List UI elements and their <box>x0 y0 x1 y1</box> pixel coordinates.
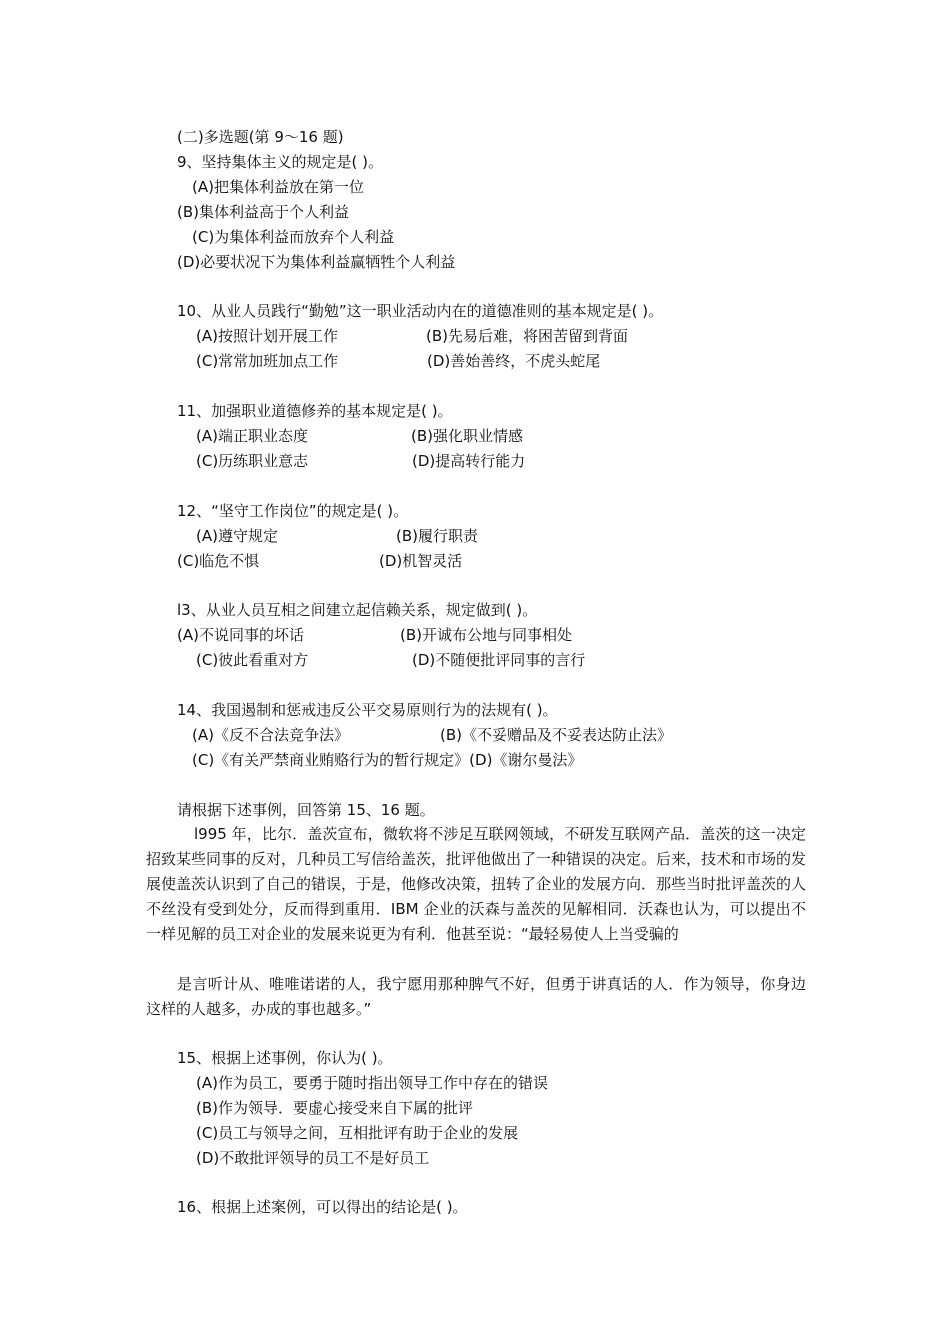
question-15-option-c: (C)员工与领导之间，互相批评有助于企业的发展 <box>196 1124 519 1142</box>
question-15-option-a: (A)作为员工，要勇于随时指出领导工作中存在的错误 <box>196 1074 548 1092</box>
question-11-option-d: (D)提高转行能力 <box>412 452 526 470</box>
question-11-option-a: (A)端正职业态度 <box>196 427 308 445</box>
question-11-stem: 11、加强职业道德修养的基本规定是( )。 <box>177 402 453 420</box>
question-9-option-a: (A)把集体利益放在第一位 <box>192 178 364 196</box>
case-paragraph-1 <box>146 822 806 947</box>
question-10-option-a: (A)按照计划开展工作 <box>196 327 338 345</box>
question-15-option-d: (D)不敢批评领导的员工不是好员工 <box>196 1149 430 1167</box>
question-13-option-a: (A)不说同事的坏话 <box>177 626 304 644</box>
section-title: (二)多选题(第 9～16 题) <box>177 128 344 146</box>
case-paragraph-2-text: 是言听计从、唯唯诺诺的人，我宁愿用那种脾气不好，但勇于讲真话的人．作为领导，你身边这样的人越多，办成的事也越多。” <box>146 975 806 1018</box>
question-11-option-c: (C)历练职业意志 <box>196 452 309 470</box>
question-12-option-b: (B)履行职责 <box>396 527 478 545</box>
question-9-option-b: (B)集体利益高于个人利益 <box>177 203 349 221</box>
question-9-option-d: (D)必要状况下为集体利益赢牺牲个人利益 <box>177 253 456 271</box>
question-10-option-b: (B)先易后难，将困苦留到背面 <box>426 327 628 345</box>
case-intro: 请根据下述事例，回答第 15、16 题。 <box>177 801 435 819</box>
question-16-stem: 16、根据上述案例，可以得出的结论是( )。 <box>177 1198 468 1216</box>
question-11-option-b: (B)强化职业情感 <box>411 427 523 445</box>
question-12-option-c: (C)临危不惧 <box>177 552 260 570</box>
case-paragraph-1-text: l995 年，比尔．盖茨宣布，微软将不涉足互联网领域，不研发互联网产品．盖茨的这一决定招致某些同事的反对，几种员工写信给盖茨，批评他做出了一种错误的决定。后来，技术和市场的发展使盖茨认识到了自己的错误，于是，他修改决策，扭转了企业的发展方向．那些当时批评盖茨的人不丝没有受到处分，反而得到重用．IBM 企业的沃森与盖茨的见解相同．沃森也认为，可以提出不一样见解的员工对企业的发展来说更为有利．他甚至说：“最轻易使人上当受骗的 <box>146 825 807 943</box>
question-14-option-a: (A)《反不合法竞争法》 <box>192 726 349 744</box>
question-10-option-c: (C)常常加班加点工作 <box>196 352 339 370</box>
question-9-stem: 9、坚持集体主义的规定是( )。 <box>177 153 384 171</box>
question-13-option-d: (D)不随便批评同事的言行 <box>412 651 586 669</box>
case-paragraph-2 <box>146 972 806 1022</box>
question-12-option-d: (D)机智灵活 <box>379 552 463 570</box>
question-13-option-c: (C)彼此看重对方 <box>196 651 309 669</box>
question-14-option-b: (B)《不妥赠品及不妥表达防止法》 <box>440 726 672 744</box>
question-14-options-cd: (C)《有关严禁商业贿赂行为的暂行规定》(D)《谢尔曼法》 <box>192 751 583 769</box>
question-9-option-c: (C)为集体利益而放弃个人利益 <box>192 228 395 246</box>
question-10-option-d: (D)善始善终，不虎头蛇尾 <box>427 352 601 370</box>
question-13-option-b: (B)开诚布公地与同事相处 <box>400 626 572 644</box>
question-13-stem: l3、从业人员互相之间建立起信赖关系，规定做到( )。 <box>177 601 538 619</box>
question-12-stem: 12、“坚守工作岗位”的规定是( )。 <box>177 502 409 520</box>
question-12-option-a: (A)遵守规定 <box>196 527 278 545</box>
question-10-stem: 10、从业人员践行“勤勉”这一职业活动内在的道德准则的基本规定是( )。 <box>177 302 664 320</box>
question-14-stem: 14、我国遏制和惩戒违反公平交易原则行为的法规有( )。 <box>177 701 558 719</box>
question-15-stem: 15、根据上述事例，你认为( )。 <box>177 1049 393 1067</box>
question-15-option-b: (B)作为领导．要虚心接受来自下属的批评 <box>196 1099 473 1117</box>
